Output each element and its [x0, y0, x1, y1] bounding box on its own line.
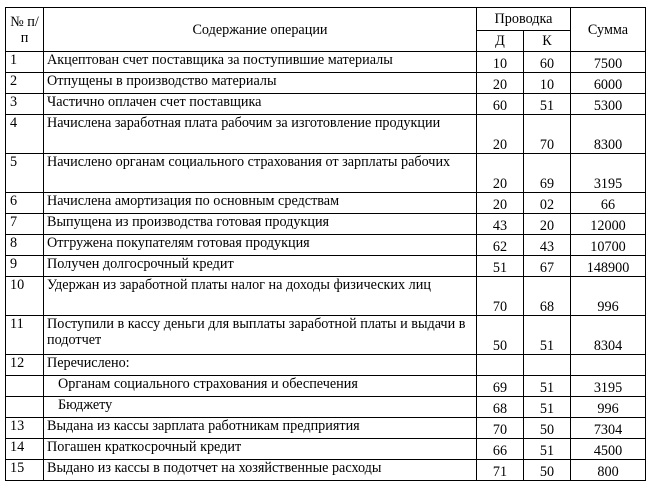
row-num: 7: [6, 214, 44, 235]
row-sum: 148900: [571, 256, 646, 277]
row-num: [6, 376, 44, 397]
row-description: Удержан из заработной платы налог на доходы физических лиц: [44, 277, 477, 316]
row-debit: 50: [477, 316, 524, 355]
table-row: [6, 73, 646, 94]
header-sum: Сумма: [571, 8, 646, 52]
row-description: Выдано из кассы в подотчет на хозяйственные расходы: [44, 460, 477, 481]
header-credit: К: [524, 31, 571, 52]
table-row: [6, 355, 646, 376]
row-debit: 10: [477, 52, 524, 73]
row-credit: 51: [524, 376, 571, 397]
row-num: 13: [6, 418, 44, 439]
row-debit: 20: [477, 193, 524, 214]
row-debit: 20: [477, 115, 524, 154]
row-debit: 70: [477, 277, 524, 316]
row-num: 11: [6, 316, 44, 355]
row-credit: 10: [524, 73, 571, 94]
row-description: Начислена амортизация по основным средствам: [44, 193, 477, 214]
row-num: 8: [6, 235, 44, 256]
row-description: Выдана из кассы зарплата работникам предприятия: [44, 418, 477, 439]
row-credit: 43: [524, 235, 571, 256]
table-row: [6, 397, 646, 418]
row-description: Бюджету: [44, 397, 477, 418]
table-row: [6, 115, 646, 154]
row-sum: 12000: [571, 214, 646, 235]
table-row: [6, 460, 646, 481]
row-sum: 996: [571, 397, 646, 418]
row-sum: 7500: [571, 52, 646, 73]
table-row: [6, 214, 646, 235]
header-debit: Д: [477, 31, 524, 52]
row-sum: 800: [571, 460, 646, 481]
table-row: [6, 316, 646, 355]
row-description: Начислено органам социального страхования от зарплаты рабочих: [44, 154, 477, 193]
header-posting: Проводка: [477, 8, 571, 31]
row-debit: 62: [477, 235, 524, 256]
row-sum: 8300: [571, 115, 646, 154]
row-sum: 7304: [571, 418, 646, 439]
row-sum: [571, 355, 646, 376]
row-num: 12: [6, 355, 44, 376]
row-debit: 69: [477, 376, 524, 397]
row-debit: 70: [477, 418, 524, 439]
row-description: Погашен краткосрочный кредит: [44, 439, 477, 460]
row-description: Поступили в кассу деньги для выплаты заработной платы и выдачи в подотчет: [44, 316, 477, 355]
row-num: 5: [6, 154, 44, 193]
row-num: 10: [6, 277, 44, 316]
row-credit: 51: [524, 439, 571, 460]
row-num: 4: [6, 115, 44, 154]
operations-journal-table: [5, 7, 646, 481]
table-row: [6, 193, 646, 214]
row-num: 2: [6, 73, 44, 94]
row-sum: 10700: [571, 235, 646, 256]
row-description: Отгружена покупателям готовая продукция: [44, 235, 477, 256]
row-num: 1: [6, 52, 44, 73]
row-sum: 3195: [571, 154, 646, 193]
row-description: Выпущена из производства готовая продукция: [44, 214, 477, 235]
row-sum: 66: [571, 193, 646, 214]
row-num: 3: [6, 94, 44, 115]
row-description: Органам социального страхования и обеспечения: [44, 376, 477, 397]
row-credit: 51: [524, 316, 571, 355]
row-credit: 70: [524, 115, 571, 154]
row-credit: 67: [524, 256, 571, 277]
table-row: [6, 256, 646, 277]
row-credit: 50: [524, 418, 571, 439]
row-debit: 60: [477, 94, 524, 115]
row-description: Частично оплачен счет поставщика: [44, 94, 477, 115]
row-description: Отпущены в производство материалы: [44, 73, 477, 94]
row-num: 15: [6, 460, 44, 481]
row-credit: 51: [524, 397, 571, 418]
row-description: Акцептован счет поставщика за поступившие материалы: [44, 52, 477, 73]
row-num: 6: [6, 193, 44, 214]
table-row: [6, 52, 646, 73]
table-row: [6, 277, 646, 316]
row-credit: 69: [524, 154, 571, 193]
row-debit: 20: [477, 73, 524, 94]
table-row: [6, 94, 646, 115]
row-num: [6, 397, 44, 418]
row-debit: [477, 355, 524, 376]
table-row: [6, 376, 646, 397]
header-num: № п/п: [6, 8, 44, 52]
table-row: [6, 235, 646, 256]
row-description: Начислена заработная плата рабочим за изготовление продукции: [44, 115, 477, 154]
table-row: [6, 154, 646, 193]
row-sum: 6000: [571, 73, 646, 94]
row-credit: 51: [524, 94, 571, 115]
row-credit: 02: [524, 193, 571, 214]
row-num: 9: [6, 256, 44, 277]
row-sum: 5300: [571, 94, 646, 115]
row-debit: 51: [477, 256, 524, 277]
table-row: [6, 439, 646, 460]
row-sum: 8304: [571, 316, 646, 355]
row-credit: 68: [524, 277, 571, 316]
table-row: [6, 418, 646, 439]
row-debit: 66: [477, 439, 524, 460]
row-debit: 20: [477, 154, 524, 193]
row-debit: 71: [477, 460, 524, 481]
row-sum: 996: [571, 277, 646, 316]
row-sum: 4500: [571, 439, 646, 460]
row-description: Перечислено:: [44, 355, 477, 376]
header-content: Содержание операции: [44, 8, 477, 52]
row-debit: 68: [477, 397, 524, 418]
row-debit: 43: [477, 214, 524, 235]
row-description: Получен долгосрочный кредит: [44, 256, 477, 277]
row-credit: 20: [524, 214, 571, 235]
row-credit: 50: [524, 460, 571, 481]
row-credit: 60: [524, 52, 571, 73]
row-credit: [524, 355, 571, 376]
row-sum: 3195: [571, 376, 646, 397]
row-num: 14: [6, 439, 44, 460]
